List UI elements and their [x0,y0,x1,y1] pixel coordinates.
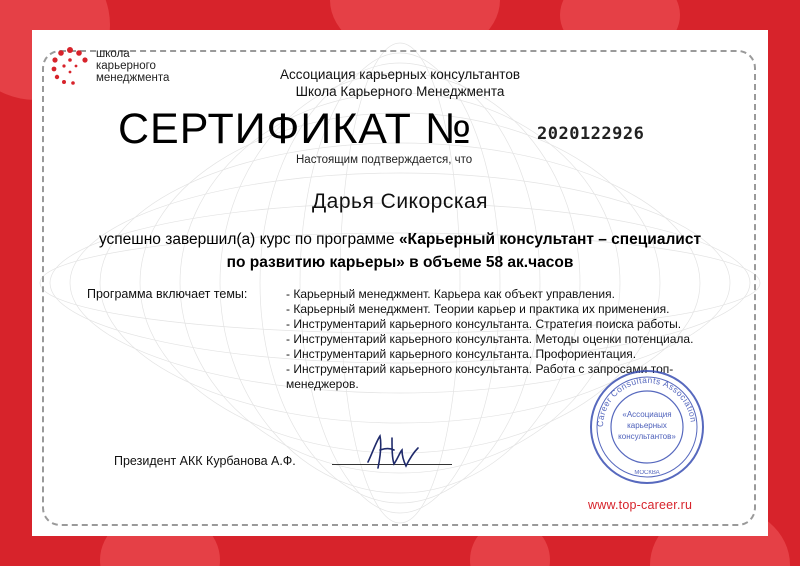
program-label: Программа включает темы: [87,287,248,301]
organization-name: Ассоциация карьерных консультантов [280,67,520,82]
course-name: «Карьерный консультант – специалист по развитию карьеры» в объеме 58 ак.часов [226,231,702,271]
logo-text [96,48,169,84]
logo-line: карьерного [96,60,156,72]
course-prefix: успешно завершил(а) курс по программе [98,231,399,248]
certificate-paper [32,30,768,536]
list-item: - Карьерный менеджмент. Теории карьер и практика их применения. [286,302,670,316]
logo-line: менеджмента [96,72,170,84]
stamp-inner-line: карьерных [627,421,667,430]
recipient-name: Дарья Сикорская [311,190,489,213]
certificate-title: СЕРТИФИКАТ № [118,105,472,153]
stamp-inner-line: консультантов» [618,432,676,441]
school-logo [50,46,169,86]
stamp-outer-text: Career Consultants Association [594,374,699,428]
certificate-number: 2020122926 [537,124,645,144]
course-description [92,228,708,274]
logo-line: школа [96,48,130,60]
organization-header [222,66,578,100]
list-item: - Инструментарий карьерного консультанта. Стратегия поиска работы. [286,317,682,331]
website-link[interactable]: www.top-career.ru [588,498,693,512]
signatory-label: Президент АКК Курбанова А.Ф. [114,454,296,468]
logo-dots-icon [50,46,90,86]
svg-text:Career Consultants Association [595,375,699,427]
list-item: - Инструментарий карьерного консультанта. Методы оценки потенциала. [286,332,694,346]
official-stamp [588,368,706,486]
list-item: - Карьерный менеджмент. Карьера как объект управления. [286,287,615,301]
handwritten-signature [362,428,422,472]
stamp-inner-line: «Ассоциация [622,410,672,419]
confirmation-text: Настоящим подтверждается, что [296,154,473,166]
list-item: - Инструментарий карьерного консультанта. Работа с запросами топ-менеджеров. [286,362,674,391]
school-name: Школа Карьерного Менеджмента [295,84,505,99]
list-item: - Инструментарий карьерного консультанта. Профориентация. [286,347,637,361]
stamp-city: МОСКВА [634,470,660,476]
